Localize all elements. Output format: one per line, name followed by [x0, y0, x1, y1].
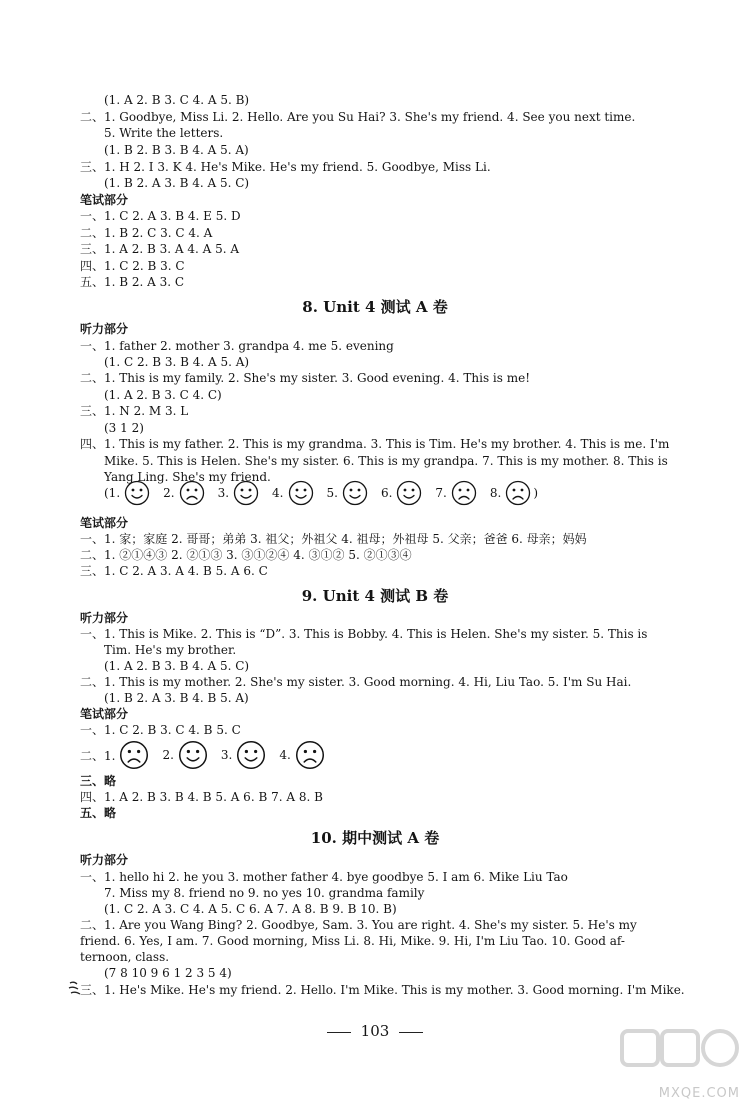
watermark-text: MXQE.COM: [658, 1086, 740, 1101]
page-number: 103: [360, 1022, 390, 1040]
sad-face-icon: [505, 480, 531, 506]
answer-line: 一、1. 家；家庭 2. 哥哥；弟弟 3. 祖父；外祖父 4. 祖母；外祖母 5. 父亲；爸爸 6. 母亲；妈妈: [80, 532, 587, 546]
answer-line: 三、1. He's Mike. He's my friend. 2. Hello. I'm Mike. This is my mother. 3. Good morning. I'm Mike.: [80, 983, 685, 997]
answer-line: 二、1. This is my mother. 2. She's my sister. 3. Good morning. 4. Hi, Liu Tao. 5. I'm Su Hai.: [80, 675, 632, 689]
answer-line: (1. A 2. B 3. C 4. A 5. B): [104, 93, 250, 107]
face-number: 3.: [220, 748, 233, 762]
answer-line: 五、略: [80, 806, 117, 820]
face-number: 4.: [279, 748, 291, 762]
face-number: 5.: [326, 486, 338, 500]
answer-line: 二、1. Are you Wang Bing? 2. Goodbye, Sam. 3. You are right. 4. She's my sister. 5. He's my: [80, 918, 637, 932]
face-answer-row: [104, 480, 538, 506]
face-number: 3.: [217, 486, 230, 500]
answer-line: (1. C 2. B 3. B 4. A 5. A): [104, 355, 250, 369]
face-answer-row: [80, 740, 338, 770]
answer-line: 二、1. B 2. C 3. C 4. A: [80, 226, 213, 240]
answer-line: 五、1. B 2. A 3. C: [80, 275, 185, 289]
answer-line: 二、1. ②①④③ 2. ②①③ 3. ③①②④ 4. ③①② 5. ②①③④: [80, 548, 412, 562]
section-title: 8. Unit 4 测试 A 卷: [302, 298, 448, 316]
smiley-face-icon: [396, 480, 422, 506]
answer-line: 7. Miss my 8. friend no 9. no yes 10. grandma family: [104, 886, 425, 900]
sad-face-icon: [295, 740, 325, 770]
section-title: 9. Unit 4 测试 B 卷: [301, 587, 449, 605]
answer-line: (1. B 2. A 3. B 4. A 5. C): [104, 176, 250, 190]
face-number: 6.: [380, 486, 393, 500]
answer-line: 一、1. hello hi 2. he you 3. mother father 4. bye goodbye 5. I am 6. Mike Liu Tao: [80, 870, 568, 884]
answer-line: 一、1. This is Mike. 2. This is “D”. 3. This is Bobby. 4. This is Helen. She's my sister. 5. This is: [80, 627, 648, 641]
smiley-face-icon: [178, 740, 208, 770]
answer-line: (1. A 2. B 3. B 4. A 5. C): [104, 659, 250, 673]
answer-line: Yang Ling. She's my friend.: [104, 470, 271, 484]
footer-dash: [399, 1032, 423, 1033]
part-heading: 听力部分: [80, 611, 129, 625]
section-title: 10. 期中测试 A 卷: [310, 829, 440, 847]
answer-line: (1. C 2. A 3. C 4. A 5. C 6. A 7. A 8. B 9. B 10. B): [104, 902, 397, 916]
smiley-face-icon: [342, 480, 368, 506]
answer-line: 二、1. This is my family. 2. She's my sister. 3. Good evening. 4. This is me!: [80, 371, 531, 385]
part-heading: 笔试部分: [80, 516, 129, 530]
answer-line: (7 8 10 9 6 1 2 3 5 4): [104, 966, 232, 980]
answer-line: Mike. 5. This is Helen. She's my sister. 6. This is my grandpa. 7. This is my mother. 8. This is: [104, 454, 668, 468]
smiley-face-icon: [236, 740, 266, 770]
answer-line: 三、1. H 2. I 3. K 4. He's Mike. He's my friend. 5. Goodbye, Miss Li.: [80, 160, 491, 174]
sad-face-icon: [451, 480, 477, 506]
answer-line: (1. B 2. A 3. B 4. B 5. A): [104, 691, 249, 705]
part-heading: 听力部分: [80, 322, 129, 336]
answer-line: (1. B 2. B 3. B 4. A 5. A): [104, 143, 249, 157]
face-row-close: ): [533, 486, 538, 500]
answer-line: 一、1. C 2. A 3. B 4. E 5. D: [80, 209, 241, 223]
answer-line: 一、1. father 2. mother 3. grandpa 4. me 5. evening: [80, 339, 394, 353]
face-number: 8.: [489, 486, 502, 500]
face-row-label: 二、1.: [80, 748, 116, 763]
smiley-face-icon: [288, 480, 314, 506]
answer-line: (3 1 2): [104, 421, 144, 435]
answer-line: (1. A 2. B 3. C 4. C): [104, 388, 222, 402]
answer-line: 三、1. A 2. B 3. A 4. A 5. A: [80, 242, 240, 256]
answer-line: 三、1. N 2. M 3. L: [80, 404, 189, 418]
sad-face-icon: [179, 480, 205, 506]
part-heading: 笔试部分: [80, 707, 129, 721]
answer-line: 三、略: [80, 774, 117, 788]
smiley-face-icon: [124, 480, 150, 506]
face-number: 2.: [163, 486, 175, 500]
answer-line: Tim. He's my brother.: [104, 643, 237, 657]
answer-line: 一、1. C 2. B 3. C 4. B 5. C: [80, 723, 241, 737]
smiley-face-icon: [233, 480, 259, 506]
face-number: 4.: [272, 486, 284, 500]
answer-line: 三、1. C 2. A 3. A 4. B 5. A 6. C: [80, 564, 268, 578]
answer-line: 四、1. This is my father. 2. This is my grandma. 3. This is Tim. He's my brother. 4. This is me. I'm: [80, 437, 670, 451]
pen-mark-icon: [68, 980, 82, 996]
part-heading: 笔试部分: [80, 193, 129, 207]
answer-line: ternoon, class.: [80, 950, 170, 964]
answer-line: friend. 6. Yes, I am. 7. Good morning, Miss Li. 8. Hi, Mike. 9. Hi, I'm Liu Tao. 10. Good af-: [80, 934, 625, 948]
face-number: 7.: [435, 486, 447, 500]
part-heading: 听力部分: [80, 853, 129, 867]
answer-line: 二、1. Goodbye, Miss Li. 2. Hello. Are you Su Hai? 3. She's my friend. 4. See you next time.: [80, 110, 636, 124]
face-row-open: (1.: [104, 486, 121, 500]
footer-dash: [327, 1032, 351, 1033]
answer-line: 四、1. A 2. B 3. B 4. B 5. A 6. B 7. A 8. B: [80, 790, 323, 804]
answer-line: 四、1. C 2. B 3. C: [80, 259, 185, 273]
sad-face-icon: [119, 740, 149, 770]
face-number: 2.: [162, 748, 174, 762]
answer-line: 5. Write the letters.: [104, 126, 224, 140]
